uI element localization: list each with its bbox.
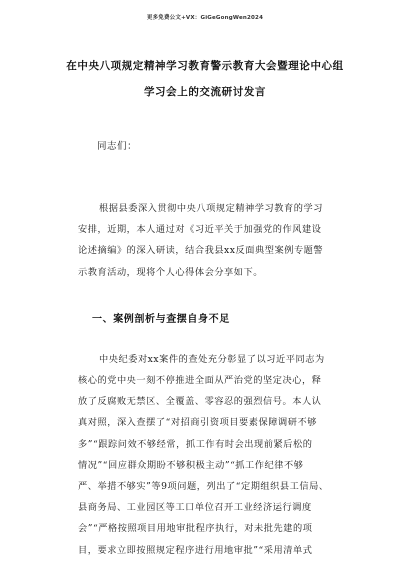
paragraph-2-line-2: 核心的党中央一刻不停推进全面从严治党的坚定决心，释 bbox=[78, 375, 322, 386]
paragraph-2-line-3: 放了反腐败无禁区、全覆盖、零容忍的强烈信号。本人认 bbox=[78, 396, 322, 407]
paragraph-2-line-8: 县商务局、工业园区等工口单位召开工业经济运行调度 bbox=[78, 502, 312, 513]
paragraph-2-line-4: 真对照，深入查摆了“对招商引资项目要素保障调研不够 bbox=[78, 417, 317, 428]
paragraph-1-line-4: 示教育活动，现将个人心得体会分享如下。 bbox=[78, 267, 264, 278]
document-title-line-2: 学习会上的交流研讨发言 bbox=[143, 86, 267, 98]
document-title-line-1: 在中央八项规定精神学习教育警示教育大会暨理论中心组 bbox=[66, 60, 344, 72]
paragraph-1-line-2: 安排，近期，本人通过对《习近平关于加强党的作风建设 bbox=[78, 224, 322, 235]
paragraph-2-line-10: 目，要求立即按照规定程序进行用地审批”“采用清单式 bbox=[78, 545, 313, 556]
paragraph-2-line-1: 中央纪委对xx案件的查处充分彰显了以习近平同志为 bbox=[99, 354, 325, 365]
header-note: 更多免费公文+VX：GiGeGongWen2024 bbox=[146, 15, 264, 21]
section-1-heading: 一、案例剖析与查摆自身不足 bbox=[92, 314, 230, 325]
paragraph-2-line-7: 严、举措不够实”等9项问题，列出了“定期组织县工信局、 bbox=[78, 481, 329, 492]
paragraph-2-line-5: 多”“跟踪问效不够经常，抓工作有时会出现前紧后松的 bbox=[78, 439, 313, 450]
paragraph-1-line-1: 根据县委深入贯彻中央八项规定精神学习教育的学习 bbox=[99, 203, 323, 214]
greeting: 同志们： bbox=[97, 141, 138, 152]
paragraph-1-line-3: 论述摘编》的深入研读，结合我县xx反面典型案例专题警 bbox=[78, 245, 324, 256]
paragraph-2-line-9: 会”“严格按照项目用地审批程序执行，对未批先建的项 bbox=[78, 523, 313, 534]
paragraph-2-line-6: 情况”“回应群众期盼不够积极主动”“抓工作纪律不够 bbox=[78, 460, 304, 471]
